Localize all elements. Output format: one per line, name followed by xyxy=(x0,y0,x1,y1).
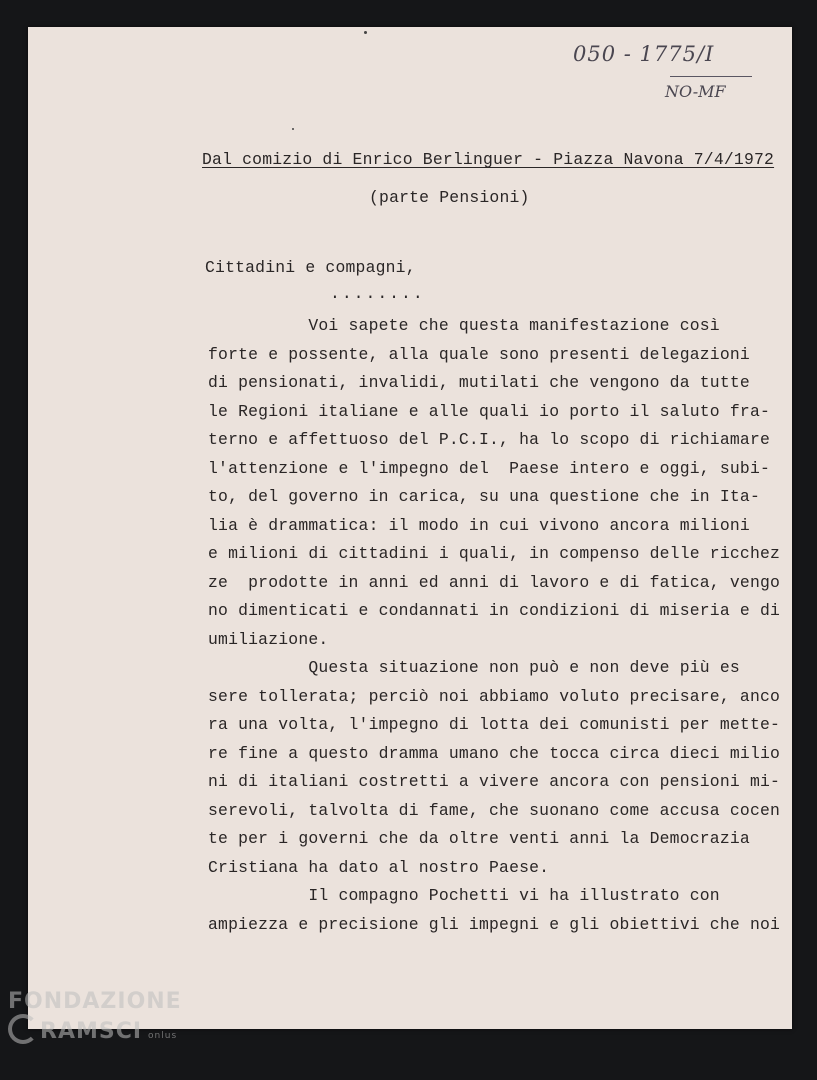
ellipsis: ........ xyxy=(330,284,425,303)
fondazione-gramsci-watermark xyxy=(8,990,182,1048)
text-line: sere tollerata; perciò noi abbiamo voluto precisare, anco xyxy=(208,686,781,706)
watermark-line-1: FONDAZIONE xyxy=(8,989,182,1014)
archive-code: 050 - 1775/I xyxy=(573,42,715,66)
paper-speck xyxy=(364,31,367,34)
text-line: ra una volta, l'impegno di lotta dei comunisti per mette- xyxy=(208,715,781,734)
text-line: to, del governo in carica, su una questione che in Ita- xyxy=(208,487,760,506)
watermark-onlus: onlus xyxy=(148,1031,178,1041)
document-subheading: (parte Pensioni) xyxy=(369,188,530,207)
text-line: ni di italiani costretti a vivere ancora con pensioni mi- xyxy=(208,772,781,791)
archive-subcode: NO-MF xyxy=(665,82,726,101)
watermark-line-2: RAMSCI xyxy=(40,1019,143,1044)
text-line: Il compagno Pochetti vi ha illustrato con xyxy=(208,886,720,905)
text-line: no dimenticati e condannati in condizioni di miseria e di xyxy=(208,601,781,620)
text-line: l'attenzione e l'impegno del Paese intero e oggi, subi- xyxy=(208,458,771,478)
text-line: umiliazione. xyxy=(208,629,329,649)
text-line: lia è drammatica: il modo in cui vivono ancora milioni xyxy=(208,515,750,535)
paper-speck xyxy=(292,128,294,130)
text-line: te per i governi che da oltre venti anni la Democrazia xyxy=(208,829,750,848)
text-line: ampiezza e precisione gli impegni e gli obiettivi che noi xyxy=(208,914,781,934)
text-line: Cristiana ha dato al nostro Paese. xyxy=(208,857,550,877)
archive-code-rule xyxy=(670,76,752,77)
text-line: di pensionati, invalidi, mutilati che vengono da tutte xyxy=(208,373,750,392)
document-heading: Dal comizio di Enrico Berlinguer - Piazza Navona 7/4/1972 xyxy=(202,150,775,169)
g-logo-icon xyxy=(8,1014,38,1044)
text-line: le Regioni italiane e alle quali io porto il saluto fra- xyxy=(208,401,771,421)
text-line: Voi sapete che questa manifestazione così xyxy=(208,316,720,335)
text-line: ze prodotte in anni ed anni di lavoro e di fatica, vengo xyxy=(208,572,781,592)
text-line: re fine a questo dramma umano che tocca circa dieci milio xyxy=(208,743,781,763)
text-line: Questa situazione non può e non deve più es xyxy=(208,658,740,677)
speech-body xyxy=(208,312,781,939)
text-line: forte e possente, alla quale sono presenti delegazioni xyxy=(208,344,750,364)
text-line: serevoli, talvolta di fame, che suonano come accusa cocen xyxy=(208,800,781,820)
text-line: e milioni di cittadini i quali, in compenso delle ricchez xyxy=(208,544,781,563)
salutation: Cittadini e compagni, xyxy=(205,258,416,277)
text-line: terno e affettuoso del P.C.I., ha lo scopo di richiamare xyxy=(208,430,771,449)
